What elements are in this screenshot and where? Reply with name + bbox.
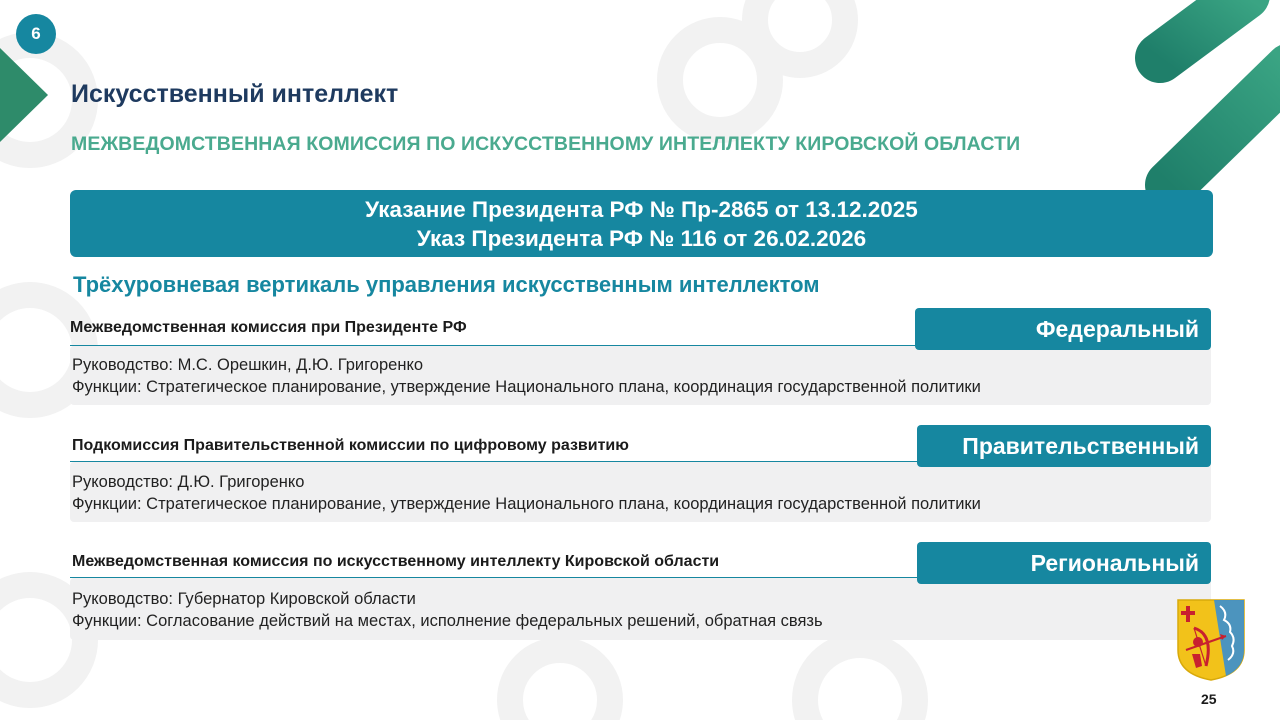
- level-tag-regional: Региональный: [917, 542, 1211, 584]
- slide-number-badge: 6: [16, 14, 56, 54]
- level-block-regional: [70, 542, 1211, 640]
- page-title: Искусственный интеллект: [71, 80, 399, 108]
- decree-banner: [70, 190, 1213, 257]
- level-leadership: Руководство: Губернатор Кировской области: [72, 590, 416, 608]
- green-bar-top: [1160, 0, 1245, 58]
- level-title: Межведомственная комиссия при Президенте РФ: [70, 319, 467, 336]
- page-subtitle: МЕЖВЕДОМСТВЕННАЯ КОМИССИЯ ПО ИСКУССТВЕННОМУ ИНТЕЛЛЕКТУ КИРОВСКОЙ ОБЛАСТИ: [71, 133, 1021, 155]
- level-divider: [70, 577, 918, 578]
- decree-line-2: Указ Президента РФ № 116 от 26.02.2026: [416, 225, 867, 251]
- decree-line-1: Указание Президента РФ № Пр-2865 от 13.12.2025: [365, 196, 918, 222]
- level-functions: Функции: Стратегическое планирование, утверждение Национального плана, координация государственной политики: [72, 495, 981, 513]
- level-functions: Функции: Согласование действий на местах, исполнение федеральных решений, обратная связь: [72, 612, 823, 630]
- level-title: Межведомственная комиссия по искусственному интеллекту Кировской области: [72, 553, 720, 570]
- level-block-federal: [70, 308, 1211, 405]
- level-tag-federal: Федеральный: [915, 308, 1211, 350]
- green-bar-bottom: [1170, 68, 1280, 185]
- page-number: 25: [1201, 691, 1217, 707]
- left-edge-arrow-icon: [0, 48, 48, 142]
- kirov-oblast-coat-of-arms-icon: [1176, 598, 1246, 682]
- level-leadership: Руководство: М.С. Орешкин, Д.Ю. Григоренко: [72, 356, 424, 374]
- section-heading: Трёхуровневая вертикаль управления искусственным интеллектом: [73, 272, 820, 297]
- level-divider: [70, 345, 916, 346]
- level-tag-government: Правительственный: [917, 425, 1211, 467]
- level-divider: [70, 461, 918, 462]
- level-functions: Функции: Стратегическое планирование, утверждение Национального плана, координация государственной политики: [72, 378, 981, 396]
- level-title: Подкомиссия Правительственной комиссии по цифровому развитию: [72, 437, 629, 454]
- level-block-government: [70, 425, 1211, 522]
- level-leadership: Руководство: Д.Ю. Григоренко: [72, 473, 305, 491]
